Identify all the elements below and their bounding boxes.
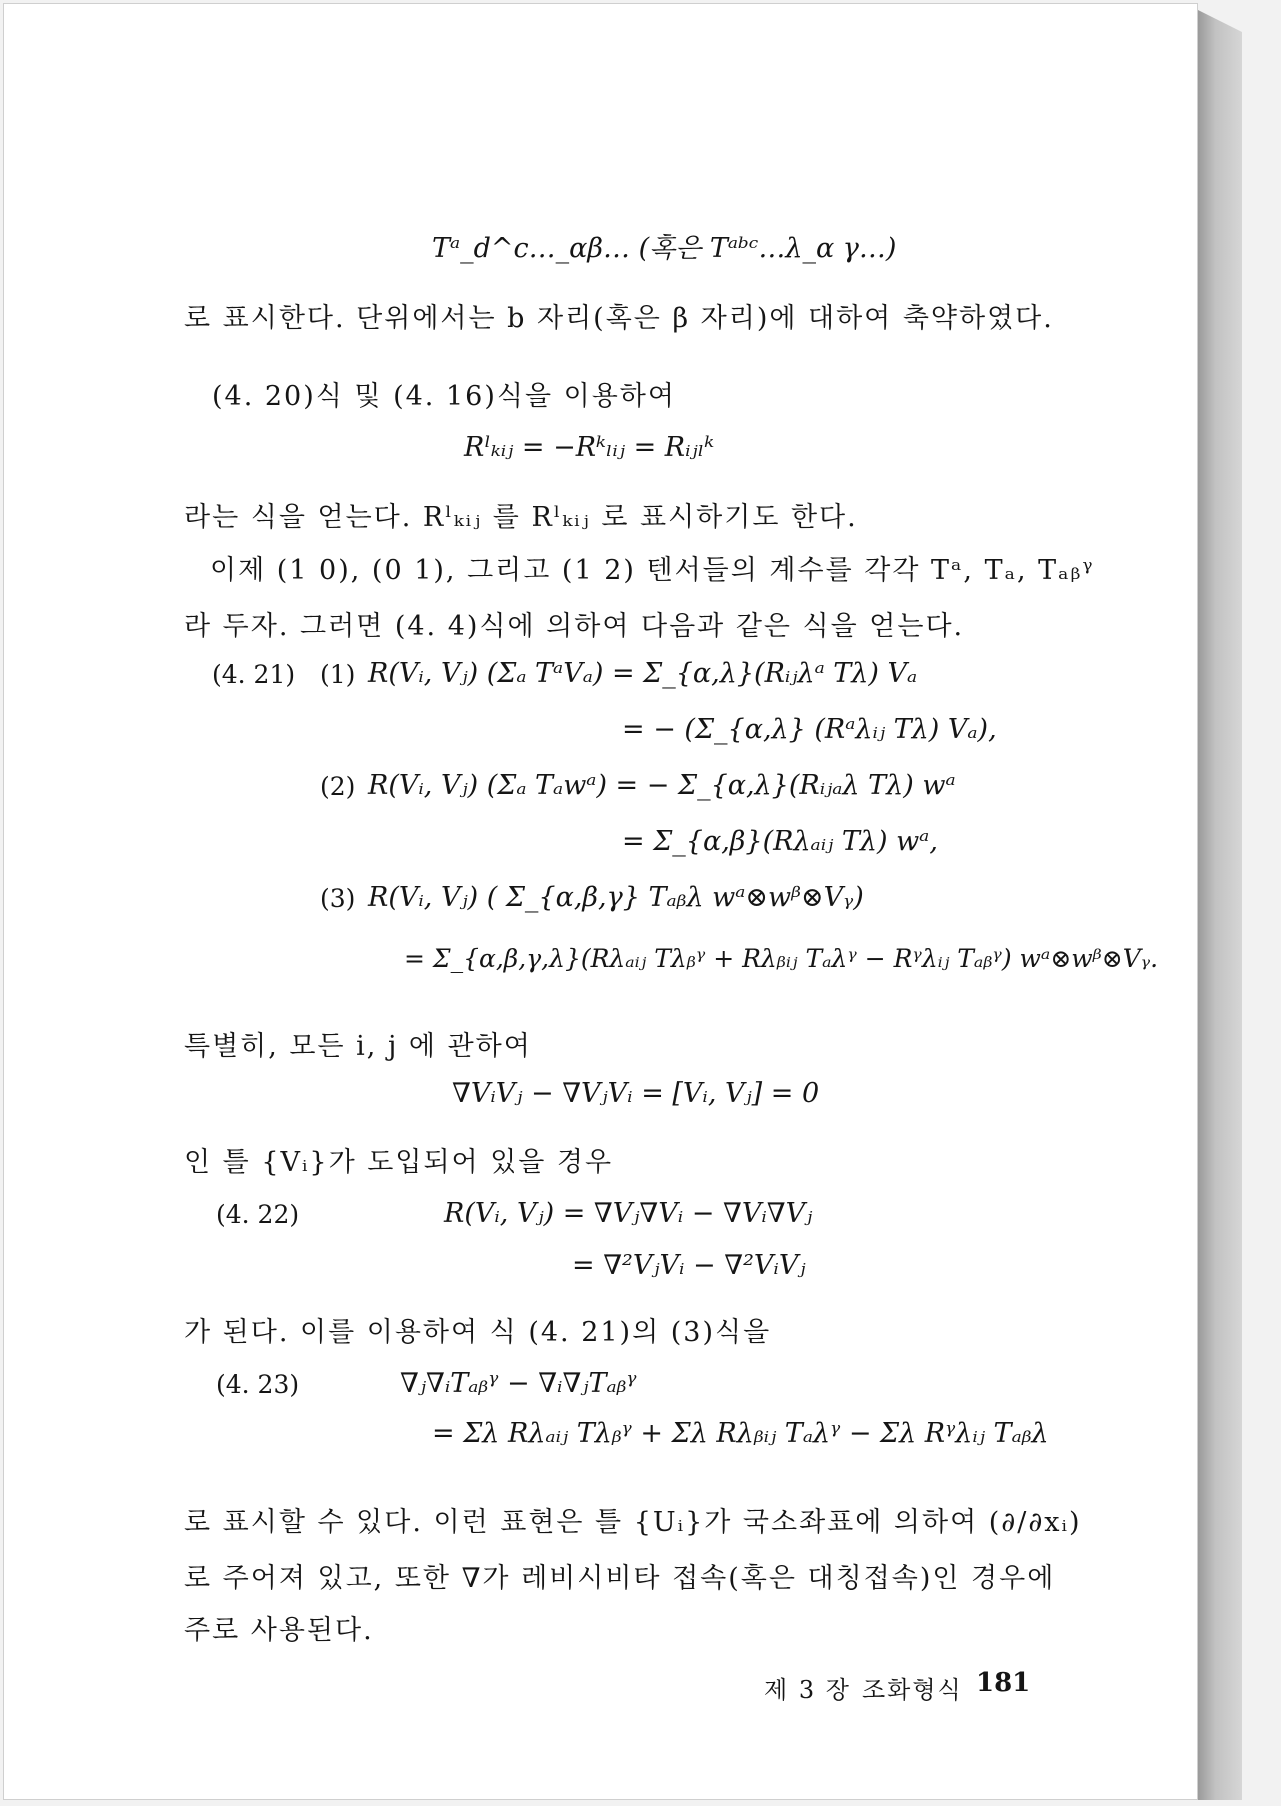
footer-chapter: 제 3 장 [764,1676,851,1704]
text-line-2: (4. 20)식 및 (4. 16)식을 이용하여 [212,381,676,412]
book-side-shadow [1198,10,1242,1800]
equation-number-4-23: (4. 23) [216,1370,300,1399]
equation-4-21-2a: R(Vᵢ, Vⱼ) (Σₐ Tₐwᵃ) = − Σ_{α,λ}(Rᵢⱼₐλ Tλ) wᵃ [368,770,956,801]
equation-commuting-frame: ∇VᵢVⱼ − ∇VⱼVᵢ = [Vᵢ, Vⱼ] = 0 [452,1078,820,1109]
equation-4-22-a: R(Vᵢ, Vⱼ) = ∇Vⱼ∇Vᵢ − ∇Vᵢ∇Vⱼ [444,1198,813,1229]
text-line-10: 로 주어져 있고, 또한 ∇가 레비시비타 접속(혹은 대칭접속)인 경우에 [184,1563,1056,1594]
equation-4-22-b: = ∇²VⱼVᵢ − ∇²VᵢVⱼ [572,1250,806,1281]
equation-4-23-b: = Σλ Rλₐᵢⱼ Tλᵦᵞ + Σλ Rλᵦᵢⱼ Tₐλᵞ − Σλ Rᵞλᵢⱼ Tₐᵦλ [432,1418,1049,1449]
equation-number-4-22: (4. 22) [216,1200,300,1229]
text-line-7: 인 틀 {Vᵢ}가 도입되어 있을 경우 [184,1147,614,1178]
text-line-1: 로 표시한다. 단위에서는 b 자리(혹은 β 자리)에 대하여 축약하였다. [184,303,1054,334]
text-line-5: 라 두자. 그러면 (4. 4)식에 의하여 다음과 같은 식을 얻는다. [184,611,965,642]
equation-4-23-a: ∇ⱼ∇ᵢTₐᵦᵞ − ∇ᵢ∇ⱼTₐᵦᵞ [400,1368,637,1399]
equation-number-4-21: (4. 21) [212,660,296,689]
text-line-8: 가 된다. 이를 이용하여 식 (4. 21)의 (3)식을 [184,1317,772,1348]
book-page [3,3,1198,1800]
text-line-3: 라는 식을 얻는다. Rˡₖᵢⱼ 를 Rˡₖᵢⱼ 로 표시하기도 한다. [184,502,858,533]
text-line-6: 특별히, 모든 i, j 에 관하여 [184,1031,532,1062]
equation-curvature-symmetry: Rˡₖᵢⱼ = −Rᵏₗᵢⱼ = Rᵢⱼₗᵏ [464,432,715,463]
equation-4-21-1b: = − (Σ_{α,λ} (Rᵃλᵢⱼ Tλ) Vₐ), [622,714,997,745]
equation-subnumber-1: (1) [320,660,356,689]
equation-4-21-3a: R(Vᵢ, Vⱼ) ( Σ_{α,β,γ} Tₐᵦλ wᵃ⊗wᵝ⊗Vᵧ) [368,882,864,913]
equation-subnumber-3: (3) [320,884,356,913]
text-line-11: 주로 사용된다. [184,1615,374,1646]
tensor-notation-line: Tᵃ_d^c…_αβ… (혹은 Tᵃᵇᶜ…λ_α γ…) [432,233,897,264]
equation-4-21-1a: R(Vᵢ, Vⱼ) (Σₐ TᵃVₐ) = Σ_{α,λ}(Rᵢⱼλᵃ Tλ) Vₐ [368,658,918,689]
text-line-4: 이제 (1 0), (0 1), 그리고 (1 2) 텐서들의 계수를 각각 Tᵃ, Tₐ, Tₐᵦᵞ [210,555,1095,586]
page-number: 181 [976,1668,1031,1698]
footer-title: 조화형식 [862,1676,963,1704]
text-line-9: 로 표시할 수 있다. 이런 표현은 틀 {Uᵢ}가 국소좌표에 의하여 (∂/∂xᵢ) [184,1507,1082,1538]
equation-4-21-2b: = Σ_{α,β}(Rλₐᵢⱼ Tλ) wᵃ, [622,826,938,857]
equation-subnumber-2: (2) [320,772,356,801]
equation-4-21-3b: = Σ_{α,β,γ,λ}(Rλₐᵢⱼ Tλᵦᵞ + Rλᵦᵢⱼ Tₐλᵞ − Rᵞλᵢⱼ Tₐᵦᵞ) wᵃ⊗wᵝ⊗Vᵧ. [404,944,1159,973]
